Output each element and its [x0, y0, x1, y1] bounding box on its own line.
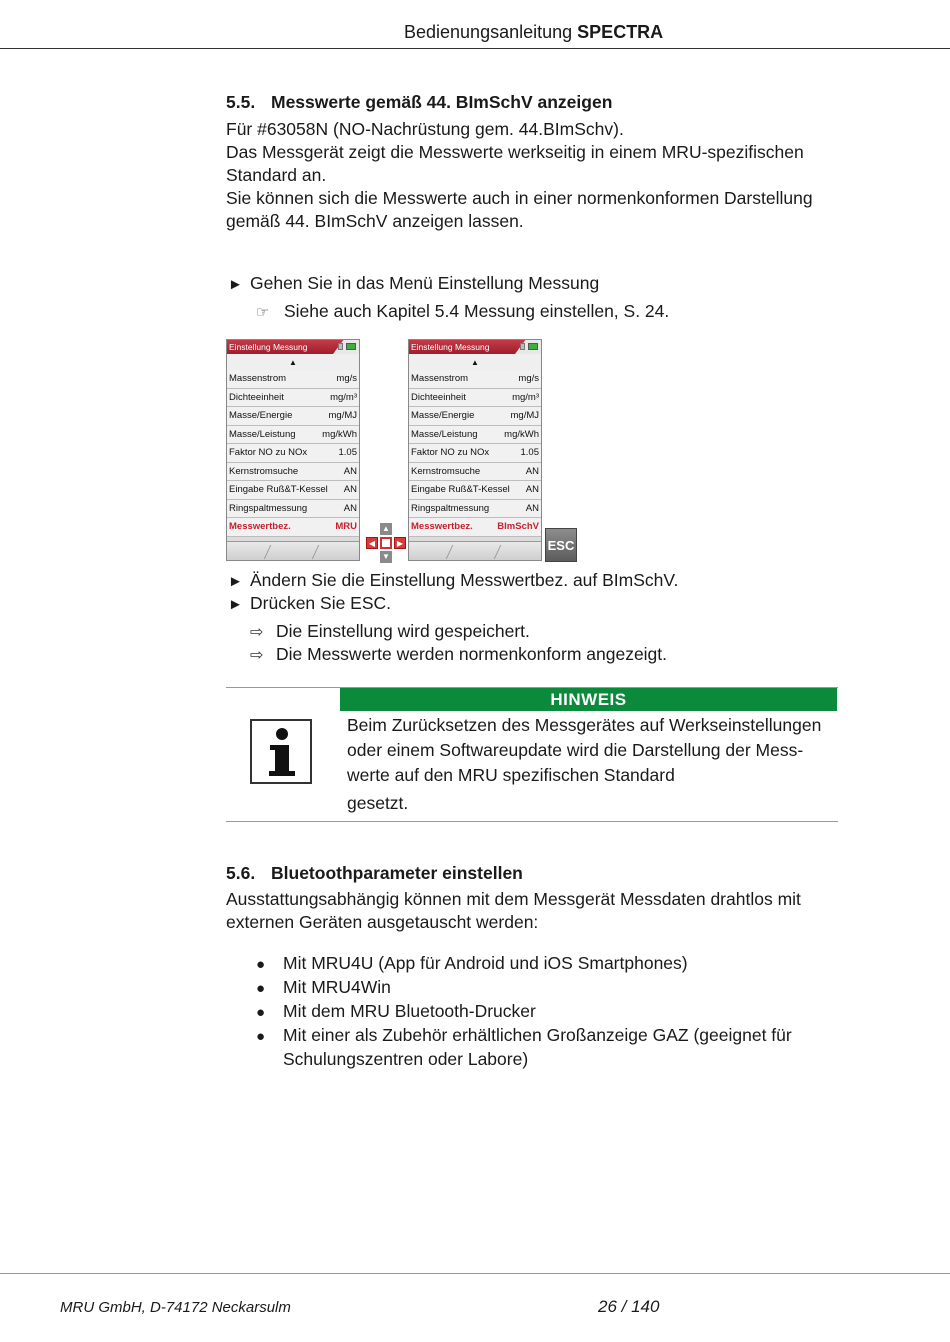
row-value: mg/m³: [512, 391, 539, 403]
memory-icon: [520, 343, 525, 350]
menu-row[interactable]: [409, 370, 541, 389]
row-label: Masse/Leistung: [229, 428, 296, 440]
hinweis-bottom-rule: [226, 821, 838, 822]
row-value: 1.05: [338, 447, 357, 459]
row-value: AN: [343, 502, 357, 514]
list-item-text: Mit MRU4U (App für Android und iOS Smartphones): [283, 953, 688, 973]
reference-note: [256, 300, 669, 324]
hinweis-last-line: gesetzt.: [347, 793, 409, 813]
screen-title: Einstellung Messung: [411, 342, 490, 352]
paragraph-line: Ausstattungsabhängig können mit dem Messgerät Messdaten drahtlos mit: [226, 889, 801, 909]
header-title-prefix: Bedienungsanleitung: [404, 22, 573, 42]
reference-text: Siehe auch Kapitel 5.4 Messung einstellen, S. 24.: [284, 301, 670, 321]
row-value: mg/kWh: [504, 428, 539, 440]
paragraph-line: Sie können sich die Messwerte auch in einer normenkonformen Darstellung: [226, 188, 813, 208]
section-title: Bluetoothparameter einstellen: [271, 863, 523, 883]
row-value: mg/MJ: [328, 410, 357, 422]
row-label: Eingabe Ruß&T-Kessel: [411, 484, 510, 496]
screen-title-bar: [409, 340, 541, 354]
paragraph-line: Das Messgerät zeigt die Messwerte werkseitig in einem MRU-spezifischen: [226, 142, 804, 162]
header-title: [404, 22, 663, 43]
row-value: AN: [525, 465, 539, 477]
row-value: MRU: [335, 521, 357, 533]
list-item-text: Mit einer als Zubehör erhältlichen Großanzeige GAZ (geeignet für: [283, 1025, 792, 1045]
menu-row-selected[interactable]: [227, 518, 359, 537]
screen-softkey-bar: [409, 541, 541, 560]
battery-icon: [528, 343, 538, 350]
paragraph-line: gemäß 44. BImSchV anzeigen lassen.: [226, 211, 524, 231]
info-icon: [250, 719, 312, 784]
menu-row[interactable]: [409, 407, 541, 426]
menu-row[interactable]: [227, 389, 359, 408]
info-letter-icon: [252, 721, 310, 782]
step-1: [228, 272, 599, 296]
row-value: mg/s: [336, 373, 357, 385]
step-arrow-icon: ►: [228, 596, 243, 613]
row-label: Ringspaltmessung: [229, 502, 308, 514]
bullet-icon: ●: [256, 1028, 266, 1045]
scroll-up-icon: ▲: [227, 354, 359, 370]
navigation-keypad: [366, 523, 406, 563]
hinweis-text: [347, 713, 821, 788]
paragraph-line: Standard an.: [226, 165, 327, 185]
result-arrow-icon: ⇨: [250, 624, 264, 641]
row-value: mg/m³: [330, 391, 357, 403]
row-label: Ringspaltmessung: [411, 502, 490, 514]
arrow-down-key[interactable]: ▼: [380, 551, 392, 563]
row-value: mg/s: [518, 373, 539, 385]
list-item: [226, 952, 792, 976]
menu-row[interactable]: [227, 500, 359, 519]
list-item-text: Mit MRU4Win: [283, 977, 391, 997]
row-label: Masse/Energie: [411, 410, 475, 422]
bullet-icon: ●: [256, 956, 266, 973]
row-label: Faktor NO zu NOx: [411, 447, 490, 459]
row-label: Eingabe Ruß&T-Kessel: [229, 484, 328, 496]
menu-row[interactable]: [227, 370, 359, 389]
row-value: BImSchV: [497, 521, 539, 533]
arrow-left-key[interactable]: ◀: [366, 537, 378, 549]
footer-company: MRU GmbH, D-74172 Neckarsulm: [60, 1299, 291, 1316]
pointing-hand-icon: ☞: [256, 304, 270, 321]
section-5-5-heading: [226, 92, 612, 113]
hinweis-line: werte auf den MRU spezifischen Standard: [347, 765, 675, 785]
memory-icon: [338, 343, 343, 350]
step-text: Drücken Sie ESC.: [250, 593, 392, 613]
page-number: 26 / 140: [598, 1297, 660, 1316]
hinweis-line: oder einem Softwareupdate wird die Darstellung der Mess-: [347, 740, 804, 760]
device-screen-before: [226, 339, 360, 561]
center-key[interactable]: [380, 537, 392, 549]
list-item: [226, 1000, 792, 1024]
section-title: Messwerte gemäß 44. BImSchV anzeigen: [271, 92, 613, 112]
step-text: Gehen Sie in das Menü Einstellung Messung: [250, 273, 600, 293]
list-item: [226, 1024, 792, 1048]
screen-title-bar: [227, 340, 359, 354]
step-arrow-icon: ►: [228, 573, 243, 590]
menu-row[interactable]: [409, 389, 541, 408]
step-3: [228, 592, 391, 616]
menu-row[interactable]: [409, 426, 541, 445]
bullet-icon: ●: [256, 980, 266, 997]
header-title-product: SPECTRA: [577, 22, 664, 42]
row-value: mg/MJ: [510, 410, 539, 422]
hinweis-title: HINWEIS: [340, 688, 837, 711]
paragraph-line: externen Geräten ausgetauscht werden:: [226, 912, 539, 932]
menu-row[interactable]: [409, 463, 541, 482]
row-label: Dichteeinheit: [411, 391, 466, 403]
menu-row[interactable]: [227, 481, 359, 500]
menu-row-selected[interactable]: [409, 518, 541, 537]
result-2: [250, 643, 667, 667]
bullet-list: [226, 952, 792, 1071]
section-5-5-paragraph: [226, 118, 813, 233]
row-value: AN: [525, 484, 539, 496]
menu-row[interactable]: [409, 444, 541, 463]
list-item-text: Schulungszentren oder Labore): [283, 1049, 529, 1069]
row-value: AN: [343, 484, 357, 496]
section-number: 5.6.: [226, 863, 256, 883]
paragraph-line: Für #63058N (NO-Nachrüstung gem. 44.BImSchv).: [226, 119, 624, 139]
menu-row[interactable]: [227, 407, 359, 426]
arrow-right-key[interactable]: ▶: [394, 537, 406, 549]
hinweis-line: Beim Zurücksetzen des Messgerätes auf Werkseinstellungen: [347, 715, 822, 735]
step-text: Ändern Sie die Einstellung Messwertbez. auf BImSchV.: [250, 570, 679, 590]
row-label: Faktor NO zu NOx: [229, 447, 308, 459]
arrow-up-key[interactable]: ▲: [380, 523, 392, 535]
row-label: Messwertbez.: [411, 521, 473, 533]
result-1: [250, 620, 530, 644]
list-item-continuation: [226, 1048, 792, 1071]
scroll-up-icon: ▲: [409, 354, 541, 370]
esc-key[interactable]: ESC: [545, 528, 577, 562]
menu-row[interactable]: [227, 444, 359, 463]
row-value: mg/kWh: [322, 428, 357, 440]
footer-divider: [0, 1273, 950, 1274]
screen-title: Einstellung Messung: [229, 342, 308, 352]
device-screen-after: [408, 339, 542, 561]
result-text: Die Einstellung wird gespeichert.: [276, 621, 530, 641]
list-item-text: Mit dem MRU Bluetooth-Drucker: [283, 1001, 536, 1021]
bullet-icon: ●: [256, 1004, 266, 1021]
row-label: Messwertbez.: [229, 521, 291, 533]
result-arrow-icon: ⇨: [250, 647, 264, 664]
row-value: AN: [343, 465, 357, 477]
row-label: Kernstromsuche: [411, 465, 481, 477]
header-divider: [0, 48, 950, 49]
menu-row[interactable]: [227, 463, 359, 482]
battery-icon: [346, 343, 356, 350]
row-value: AN: [525, 502, 539, 514]
step-arrow-icon: ►: [228, 276, 243, 293]
section-number: 5.5.: [226, 92, 256, 112]
row-label: Masse/Energie: [229, 410, 293, 422]
menu-row[interactable]: [409, 500, 541, 519]
row-label: Massenstrom: [411, 373, 469, 385]
row-label: Dichteeinheit: [229, 391, 284, 403]
row-label: Massenstrom: [229, 373, 287, 385]
menu-row[interactable]: [227, 426, 359, 445]
result-text: Die Messwerte werden normenkonform angezeigt.: [276, 644, 668, 664]
row-label: Kernstromsuche: [229, 465, 299, 477]
section-5-6-paragraph: [226, 888, 801, 934]
row-label: Masse/Leistung: [411, 428, 478, 440]
screen-softkey-bar: [227, 541, 359, 560]
row-value: 1.05: [520, 447, 539, 459]
section-5-6-heading: [226, 863, 523, 884]
list-item: [226, 976, 792, 1000]
step-2: [228, 569, 678, 593]
menu-row[interactable]: [409, 481, 541, 500]
